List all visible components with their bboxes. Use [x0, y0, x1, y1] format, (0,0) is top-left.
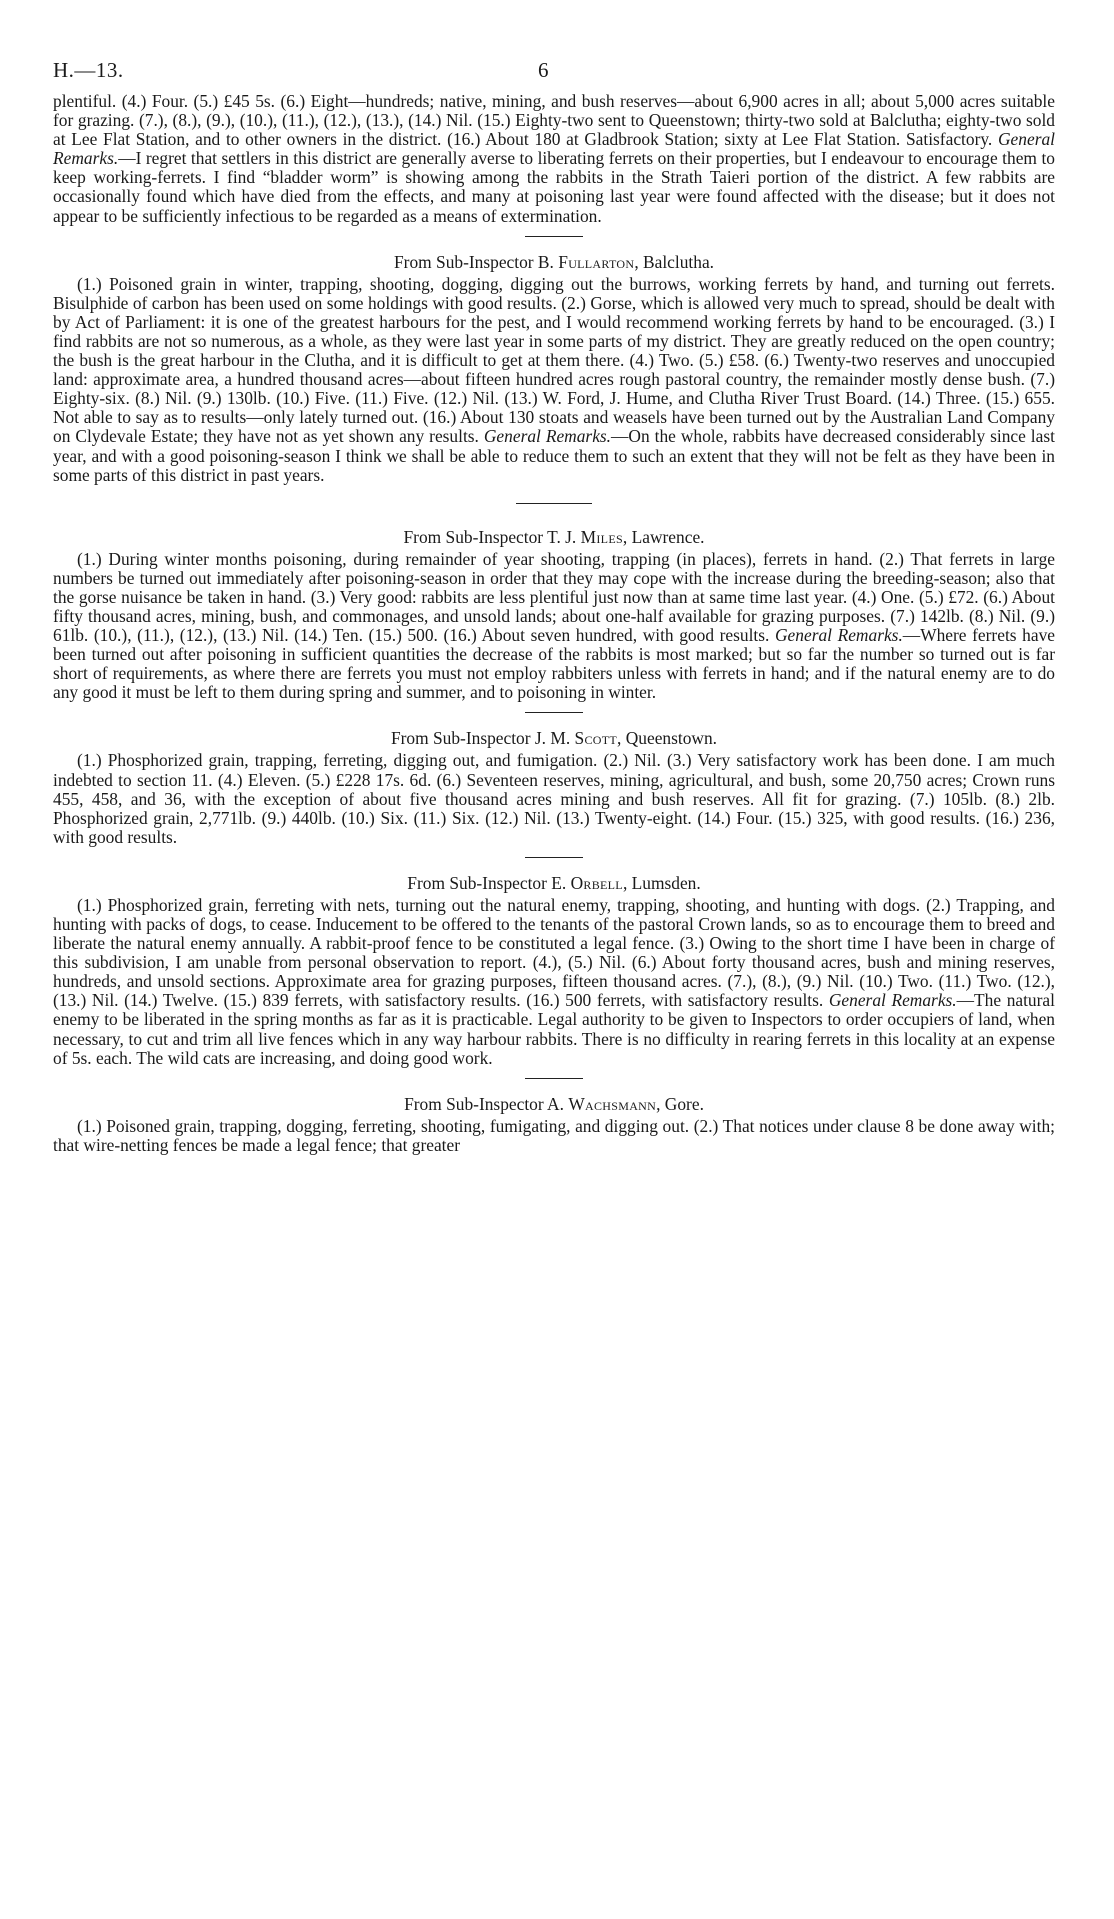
section-divider — [525, 857, 583, 858]
inspector-name: Miles — [580, 526, 623, 547]
report-remarks-label: General Remarks. — [483, 426, 612, 447]
report-body-scott — [53, 751, 1055, 846]
heading-place: , Gore. — [656, 1093, 704, 1114]
intro-text-2: —I regret that settlers in this district are generally averse to liberating ferrets on their properties, but I endeavour to encourage them to keep working-ferrets. I find “bladder worm” is showing among the rabbits in the Strath Taieri portion of the district. A few rabbits are occasionally found which have died from the effects, and many at poisoning last year were found affected with the disease; but it does not appear to be sufficiently infectious to be regarded as a means of extermination. — [53, 148, 1055, 226]
heading-prefix: From Sub-Inspector A. — [404, 1093, 564, 1114]
heading-prefix: From Sub-Inspector J. M. — [390, 728, 571, 749]
intro-paragraph — [53, 92, 1055, 226]
section-divider — [516, 503, 592, 504]
report-heading-orbell — [53, 872, 1055, 894]
section-divider — [525, 1078, 583, 1079]
report-text-2: —On the whole, rabbits have decreased considerably since last year, and with a good poisoning-season I think we shall be able to reduce them to such an extent that they will not be felt as they have been in some parts of this district in past years. — [53, 426, 1055, 485]
report-remarks-label: General Remarks. — [828, 990, 957, 1011]
document-page — [53, 58, 1055, 1155]
heading-place: , Lumsden. — [622, 872, 701, 893]
report-body-orbell — [53, 896, 1055, 1068]
report-text-1: (1.) During winter months poisoning, during remainder of year shooting, trapping (in places), ferrets in hand. (2.) That ferrets in large numbers be turned out immediately after poisoning-season in order that they may cope with the increase during the breeding-season; also that the gorse nuisance be taken in hand. (3.) Very good: rabbits are less plentiful just now than at same time last year. (4.) One. (5.) £72. (6.) About fifty thousand acres, mining, bush, and commonages, and unsold lands; about one-half available for grazing purposes. (7.) 142lb. (8.) Nil. (9.) 61lb. (10.), (11.), (12.), (13.) Nil. (14.) Ten. (15.) 500. (16.) About seven hundred, with good results. — [53, 548, 1055, 646]
heading-prefix: From Sub-Inspector T. J. — [403, 526, 577, 547]
inspector-name: Fullarton — [558, 251, 635, 272]
heading-place: , Queenstown. — [617, 728, 718, 749]
report-heading-wachsmann — [53, 1093, 1055, 1115]
intro-text-1: plentiful. (4.) Four. (5.) £45 5s. (6.) Eight—hundreds; native, mining, and bush reserves—about 6,900 acres in all; about 5,000 acres suitable for grazing. (7.), (8.), (9.), (10.), (11.), (12.), (13.), (14.) Nil. (15.) Eighty-two sent to Queenstown; thirty-two sold at Balclutha; eighty-two sold at Lee Flat Station, and to other owners in the district. (16.) About 180 at Gladbrook Station; sixty at Lee Flat Station. Satisfactory. — [53, 91, 1055, 150]
report-text-1: (1.) Phosphorized grain, trapping, ferreting, digging out, and fumigation. (2.) Nil. (3.) Very satisfactory work has been done. I am much indebted to section 11. (4.) Eleven. (5.) £228 17s. 6d. (6.) Seventeen reserves, mining, agricultural, and bush, some 20,750 acres; Crown runs 455, 458, and 36, with the exception of about five thousand acres mining and bush reserves. All fit for grazing. (7.) 105lb. (8.) 2lb. Phosphorized grain, 2,771lb. (9.) 440lb. (10.) Six. (11.) Six. (12.) Nil. (13.) Twenty-eight. (14.) Four. (15.) 325, with good results. (16.) 236, with good results. — [53, 750, 1055, 847]
heading-prefix: From Sub-Inspector E. — [407, 872, 567, 893]
report-remarks-label: General Remarks. — [775, 625, 903, 646]
inspector-name: Orbell — [570, 872, 623, 893]
running-header — [53, 58, 1055, 92]
report-heading-miles — [53, 526, 1055, 548]
section-divider — [525, 712, 583, 713]
inspector-name: Wachsmann — [568, 1093, 657, 1114]
report-body-fullarton — [53, 275, 1055, 485]
report-body-wachsmann — [53, 1117, 1055, 1155]
report-heading-scott — [53, 727, 1055, 749]
page-number: 6 — [538, 58, 549, 82]
intro-remarks-label: General Remarks. — [53, 129, 1055, 169]
section-divider — [525, 236, 583, 237]
report-text-1: (1.) Poisoned grain, trapping, dogging, ferreting, shooting, fumigating, and digging out. (2.) That notices under clause 8 be done away with; that wire-netting fences be made a legal fence; that greater — [53, 1115, 1055, 1155]
inspector-name: Scott — [574, 728, 618, 749]
report-text-1: (1.) Poisoned grain in winter, trapping, shooting, dogging, digging out the burrows, working ferrets by hand, and turning out ferrets. Bisulphide of carbon has been used on some holdings with good results. (2.) Gorse, which is allowed very much to spread, should be dealt with by Act of Parliament: it is one of the greatest harbours for the pest, and I would recommend working ferrets by hand to be encouraged. (3.) I find rabbits are not so numerous, as a whole, as they were last year in some parts of my district. They are greatly reduced on the open country; the bush is the great harbour in the Clutha, and it is difficult to get at them there. (4.) Two. (5.) £58. (6.) Twenty-two reserves and unoccupied land: approximate area, a hundred thousand acres—about fifteen hundred acres rough pastoral country, the remainder mostly dense bush. (7.) Eighty-six. (8.) Nil. (9.) 130lb. (10.) Five. (11.) Five. (12.) Nil. (13.) W. Ford, J. Hume, and Clutha River Trust Board. (14.) Three. (15.) 655. Not able to say as to results—only lately turned out. (16.) About 130 stoats and weasels have been turned out by the Australian Land Company on Clydevale Estate; they have not as yet shown any results. — [53, 273, 1055, 447]
document-code: H.—13. — [53, 58, 124, 82]
heading-place: , Balclutha. — [634, 251, 715, 272]
report-text-2: —Where ferrets have been turned out after poisoning in sufficient quantities the decrease of the rabbits is most marked; but so far the number so turned out is far short of requirements, as where there are ferrets you must not employ rabbiters unless with ferrets in hand; and if the natural enemy are to do any good it must be left to them during spring and summer, and to poisoning in winter. — [53, 625, 1055, 703]
report-text-2: —The natural enemy to be liberated in the spring months as far as it is practicable. Legal authority to be given to Inspectors to order occupiers of land, when necessary, to cut and trim all live fences which in any way harbour rabbits. There is no difficulty in rearing ferrets in this locality at an expense of 5s. each. The wild cats are increasing, and doing good work. — [53, 990, 1055, 1068]
report-body-miles — [53, 550, 1055, 703]
report-heading-fullarton — [53, 251, 1055, 273]
heading-place: , Lawrence. — [622, 526, 705, 547]
heading-prefix: From Sub-Inspector B. — [393, 251, 554, 272]
report-text-1: (1.) Phosphorized grain, ferreting with nets, turning out the natural enemy, trapping, shooting, and hunting with dogs. (2.) Trapping, and hunting with packs of dogs, to cease. Inducement to be offered to the tenants of the pastoral Crown lands, so as to encourage them to breed and liberate the natural enemy annually. A rabbit-proof fence to be constituted a legal fence. (3.) Owing to the short time I have been in charge of this subdivision, I am unable from personal observation to report. (4.), (5.) Nil. (6.) About forty thousand acres, bush and mining reserves, hundreds, and unsold sections. Approximate area for grazing purposes, fifteen thousand acres. (7.), (8.), (9.) Nil. (10.) Two. (11.) Two. (12.), (13.) Nil. (14.) Twelve. (15.) 839 ferrets, with satisfactory results. (16.) 500 ferrets, with satisfactory results. — [53, 894, 1055, 1011]
